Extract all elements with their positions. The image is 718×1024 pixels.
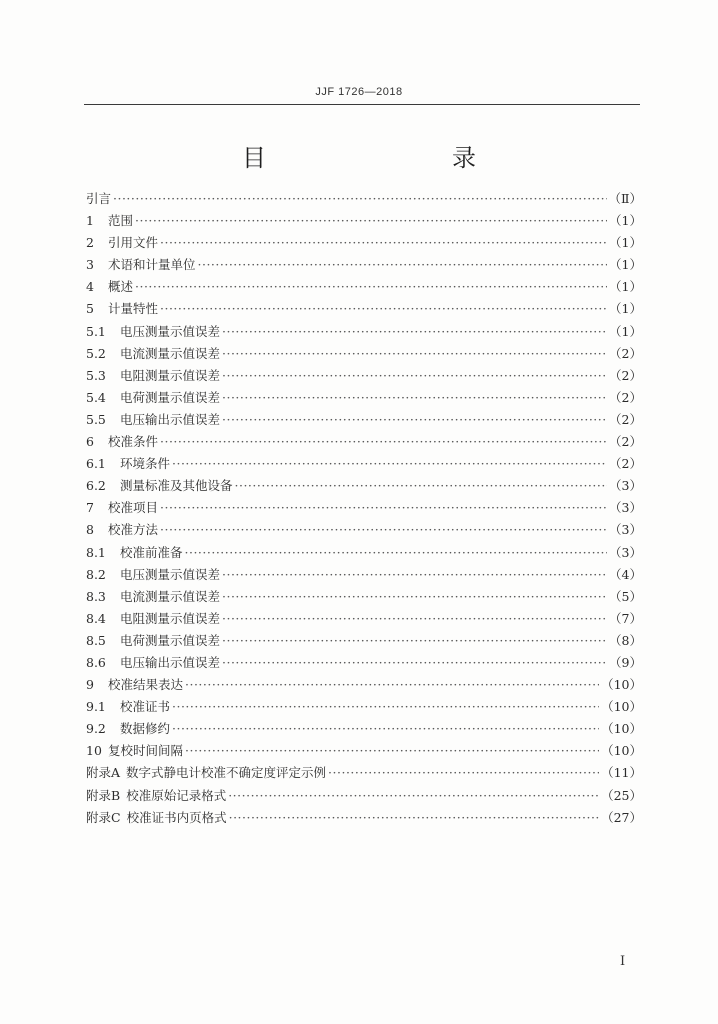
toc-entry-number: 4	[86, 279, 94, 295]
toc-entry-page: （2）	[609, 411, 642, 427]
toc-entry[interactable]	[86, 785, 642, 807]
toc-leader-dots	[222, 630, 607, 652]
toc-entry-page: （2）	[609, 367, 642, 383]
toc-entry-page: （9）	[609, 654, 642, 670]
toc-entry-page: （3）	[609, 500, 642, 516]
toc-entry-number: 5.4	[86, 389, 106, 405]
toc-entry[interactable]	[86, 343, 642, 365]
toc-leader-dots	[135, 210, 607, 232]
toc-entry-title: 电压测量示值误差	[120, 323, 221, 339]
toc-leader-dots	[222, 365, 607, 387]
toc-entry-page: （10）	[601, 677, 642, 693]
toc-entry[interactable]	[86, 453, 642, 475]
toc-entry-number: 6.2	[86, 478, 106, 494]
toc-entry-title: 电荷测量示值误差	[120, 389, 221, 405]
toc-entry-title: 概述	[108, 279, 134, 295]
toc-leader-dots	[222, 409, 607, 431]
toc-entry-title: 电流测量示值误差	[120, 345, 221, 361]
toc-leader-dots	[160, 497, 607, 519]
toc-entry-title: 电流测量示值误差	[120, 588, 221, 604]
toc-entry-title: 校准证书内页格式	[126, 809, 227, 825]
toc-entry-number: 5.2	[86, 345, 106, 361]
toc-entry-number: 6.1	[86, 456, 106, 472]
toc-entry-page: （2）	[609, 456, 642, 472]
toc-entry-page: （1）	[609, 323, 642, 339]
toc-entry[interactable]	[86, 674, 642, 696]
toc-entry-number: 8	[86, 522, 94, 538]
toc-entry-number: 6	[86, 434, 94, 450]
toc-entry-number: 8.5	[86, 632, 106, 648]
toc-entry-title: 环境条件	[120, 456, 171, 472]
toc-entry-number: 9.1	[86, 699, 106, 715]
toc-entry-title: 校准前准备	[120, 544, 183, 560]
toc-entry-title: 校准条件	[108, 434, 159, 450]
toc-entry[interactable]	[86, 762, 642, 784]
toc-entry[interactable]	[86, 807, 642, 829]
toc-entry-number: 附录A	[86, 765, 121, 781]
table-of-contents	[86, 188, 642, 829]
toc-entry-title: 校准结果表达	[108, 677, 184, 693]
toc-entry[interactable]	[86, 740, 642, 762]
toc-entry-page: （10）	[601, 743, 642, 759]
toc-entry-page: （11）	[601, 765, 642, 781]
toc-entry[interactable]	[86, 718, 642, 740]
toc-leader-dots	[328, 762, 599, 784]
toc-entry[interactable]	[86, 232, 642, 254]
toc-entry[interactable]	[86, 564, 642, 586]
toc-entry-number: 9	[86, 677, 94, 693]
toc-leader-dots	[222, 652, 607, 674]
toc-entry-title: 电阻测量示值误差	[120, 367, 221, 383]
toc-entry[interactable]	[86, 409, 642, 431]
toc-leader-dots	[185, 674, 599, 696]
toc-leader-dots	[160, 431, 607, 453]
toc-entry-number: 7	[86, 500, 94, 516]
toc-entry-number: 8.2	[86, 566, 106, 582]
toc-leader-dots	[160, 232, 607, 254]
toc-entry-page: （7）	[609, 610, 642, 626]
toc-leader-dots	[222, 564, 607, 586]
toc-entry-number: 附录C	[86, 809, 121, 825]
toc-entry-title: 范围	[108, 213, 134, 229]
toc-entry-number: 5.5	[86, 411, 106, 427]
toc-entry[interactable]	[86, 365, 642, 387]
toc-entry-title: 校准证书	[120, 699, 171, 715]
toc-entry-number: 5.1	[86, 323, 106, 339]
toc-leader-dots	[185, 740, 599, 762]
toc-entry-title: 电压输出示值误差	[120, 654, 221, 670]
toc-entry[interactable]	[86, 254, 642, 276]
toc-entry-number: 附录B	[86, 787, 121, 803]
toc-entry-title: 引言	[86, 191, 112, 206]
toc-entry-page: （3）	[609, 478, 642, 494]
toc-entry-number: 2	[86, 235, 94, 251]
standard-code: JJF 1726—2018	[315, 86, 403, 98]
toc-entry-title: 校准项目	[108, 500, 159, 516]
toc-entry[interactable]	[86, 497, 642, 519]
toc-leader-dots	[172, 696, 599, 718]
toc-entry-title: 校准原始记录格式	[126, 787, 227, 803]
toc-entry[interactable]	[86, 387, 642, 409]
toc-entry[interactable]	[86, 519, 642, 541]
toc-leader-dots	[222, 387, 607, 409]
toc-entry[interactable]	[86, 188, 642, 210]
toc-entry-title: 测量标准及其他设备	[120, 478, 233, 494]
toc-entry-page: （2）	[609, 389, 642, 405]
toc-entry-number: 3	[86, 257, 94, 273]
toc-entry-title: 计量特性	[108, 301, 159, 317]
toc-entry-number: 1	[86, 213, 94, 229]
toc-entry-page: （1）	[609, 301, 642, 317]
toc-entry-page: （1）	[609, 257, 642, 273]
toc-entry-page: （5）	[609, 588, 642, 604]
toc-leader-dots	[160, 298, 607, 320]
toc-entry-title: 术语和计量单位	[108, 257, 196, 273]
toc-entry-page: （3）	[609, 522, 642, 538]
toc-entry[interactable]	[86, 276, 642, 298]
toc-leader-dots	[113, 188, 606, 210]
toc-entry-page: （Ⅱ）	[608, 191, 642, 206]
toc-leader-dots	[198, 254, 608, 276]
toc-entry-number: 5	[86, 301, 94, 317]
toc-leader-dots	[172, 718, 599, 740]
toc-entry[interactable]	[86, 696, 642, 718]
toc-entry[interactable]	[86, 210, 642, 232]
toc-entry-title: 复校时间间隔	[108, 743, 184, 759]
page-number: Ⅰ	[620, 954, 626, 969]
toc-entry[interactable]	[86, 652, 642, 674]
toc-entry-page: （1）	[609, 279, 642, 295]
toc-leader-dots	[229, 807, 600, 829]
header-rule	[84, 104, 640, 105]
toc-entry[interactable]	[86, 630, 642, 652]
toc-entry-number: 5.3	[86, 367, 106, 383]
toc-entry-number: 8.3	[86, 588, 106, 604]
toc-entry-page: （25）	[601, 787, 642, 803]
toc-entry-page: （1）	[609, 213, 642, 229]
toc-leader-dots	[160, 519, 607, 541]
toc-entry-title: 引用文件	[108, 235, 159, 251]
toc-entry-title: 电压输出示值误差	[120, 411, 221, 427]
toc-entry-title: 电压测量示值误差	[120, 566, 221, 582]
toc-entry-page: （27）	[601, 809, 642, 825]
toc-leader-dots	[222, 343, 607, 365]
toc-entry-number: 9.2	[86, 721, 106, 737]
toc-entry-title: 校准方法	[108, 522, 159, 538]
toc-leader-dots	[228, 785, 599, 807]
toc-entry[interactable]	[86, 475, 642, 497]
toc-entry-page: （10）	[601, 721, 642, 737]
toc-entry-number: 8.4	[86, 610, 106, 626]
toc-entry-page: （2）	[609, 345, 642, 361]
toc-leader-dots	[185, 542, 608, 564]
toc-entry-page: （3）	[609, 544, 642, 560]
toc-leader-dots	[222, 586, 607, 608]
toc-entry[interactable]	[86, 321, 642, 343]
toc-entry[interactable]	[86, 298, 642, 320]
toc-entry-title: 数字式静电计校准不确定度评定示例	[126, 765, 327, 781]
toc-entry-title: 数据修约	[120, 721, 171, 737]
toc-entry-title: 电荷测量示值误差	[120, 632, 221, 648]
toc-leader-dots	[172, 453, 607, 475]
toc-entry-number: 8.1	[86, 544, 106, 560]
toc-entry-number: 8.6	[86, 654, 106, 670]
toc-entry-page: （8）	[609, 632, 642, 648]
toc-leader-dots	[222, 321, 607, 343]
toc-leader-dots	[235, 475, 608, 497]
toc-entry-number: 10	[86, 743, 102, 759]
toc-entry[interactable]	[86, 431, 642, 453]
toc-entry[interactable]	[86, 586, 642, 608]
toc-entry-page: （10）	[601, 699, 642, 715]
page-title: 目 录	[242, 144, 522, 172]
toc-leader-dots	[135, 276, 607, 298]
toc-entry-page: （2）	[609, 434, 642, 450]
toc-leader-dots	[222, 608, 607, 630]
toc-entry-page: （4）	[609, 566, 642, 582]
toc-entry-title: 电阻测量示值误差	[120, 610, 221, 626]
toc-entry[interactable]	[86, 542, 642, 564]
toc-entry[interactable]	[86, 608, 642, 630]
toc-entry-page: （1）	[609, 235, 642, 251]
